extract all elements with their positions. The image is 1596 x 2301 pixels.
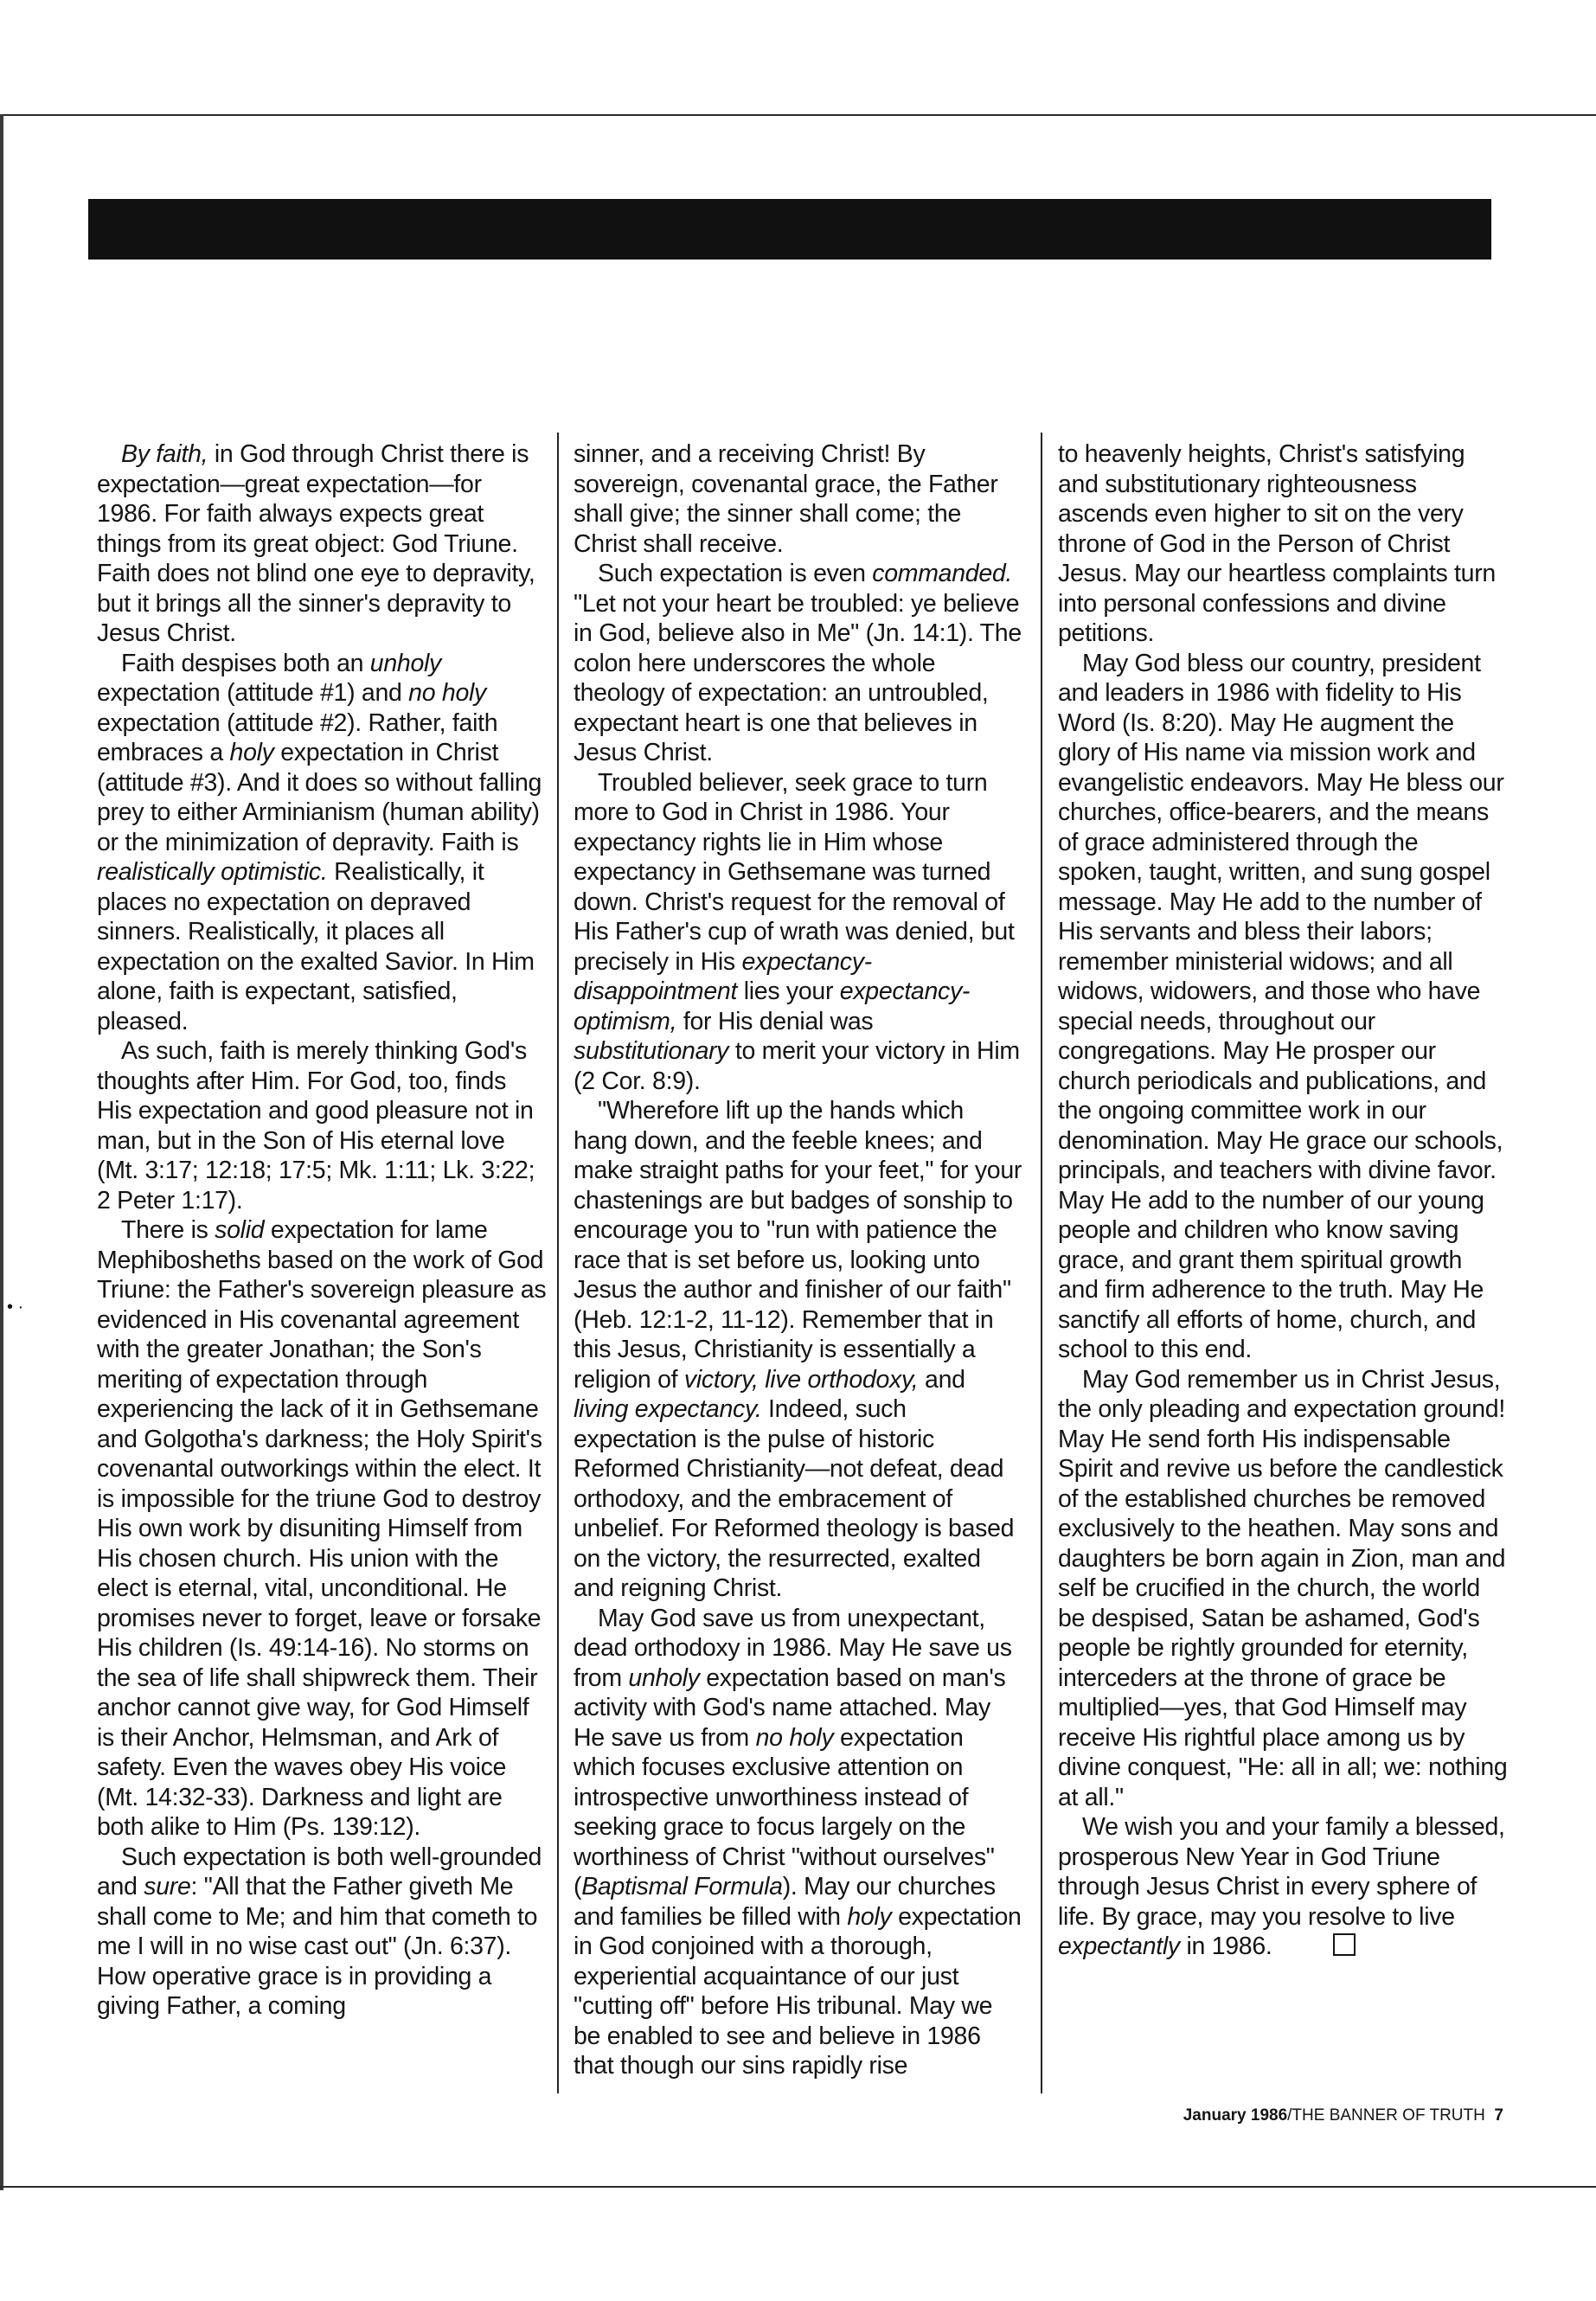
paragraph: Faith despises both an unholy expectation (attitude #1) and no holy expectation (attitude #2). Rather, faith embraces a holy expectation in Christ (attitude #3). And it does so without falling prey to either Arminianism (human ability) or the minimization of depravity. Faith is realistically optimistic. Realistically, it places no expectation on depraved sinners. Realistically, it places all expectation on the exalted Savior. In Him alone, faith is expectant, satisfied, pleased. xyxy=(97,649,542,1035)
end-of-article-box xyxy=(1333,1933,1356,1956)
page-edge-left xyxy=(0,114,3,2190)
article-column-2 xyxy=(574,439,1023,2081)
article-column-1 xyxy=(97,439,547,2022)
stray-mark: • · xyxy=(7,1298,24,1317)
page-edge-top xyxy=(0,114,1596,116)
footer-issue: January 1986 xyxy=(1183,2106,1288,2125)
article-column-3 xyxy=(1058,439,1508,1962)
column-rule xyxy=(1041,433,1042,2093)
paragraph: Troubled believer, seek grace to turn more to God in Christ in 1986. Your expectancy rights lie in Him whose expectancy in Gethsemane was turned down. Christ's request for the removal of His Father's cup of wrath was denied, but precisely in His expectancy-disappointment lies your expectancy-optimism, for His denial was substitutionary to merit your victory in Him (2 Cor. 8:9). xyxy=(574,768,1020,1095)
paragraph: There is solid expectation for lame Mephibosheths based on the work of God Triune: the Father's sovereign pleasure as evidenced in His covenantal agreement with the greater Jonathan; the Son's meriting of expectation through experiencing the lack of it in Gethsemane and Golgotha's darkness; the Holy Spirit's covenantal outworkings within the elect. It is impossible for the triune God to destroy His own work by disuniting Himself from His chosen church. His union with the elect is eternal, vital, unconditional. He promises never to forget, leave or forsake His children (Is. 49:14-16). No storms on the sea of life shall shipwreck them. Their anchor cannot give way, for God Himself is their Anchor, Helmsman, and Ark of safety. Even the waves obey His voice (Mt. 14:32-33). Darkness and light are both alike to Him (Ps. 139:12). xyxy=(97,1216,547,1841)
paragraph: May God bless our country, president and leaders in 1986 with fidelity to His Word (Is. 8:20). May He augment the glory of His name via mission work and evangelistic endeavors. May He bless our churches, office-bearers, and the means of grace administered through the spoken, taught, written, and sung gospel message. May He add to the number of His servants and bless their labors; remember ministerial widows; and all widows, widowers, and those who have special needs, throughout our congregations. May He prosper our church periodicals and publications, and the ongoing committee work in our denomination. May He grace our schools, principals, and teachers with divine favor. May He add to the number of our young people and children who know saving grace, and grant them spiritual growth and firm adherence to the truth. May He sanctify all efforts of home, church, and school to this end. xyxy=(1058,649,1504,1363)
paragraph: Such expectation is even commanded. "Let not your heart be troubled: ye believe in God, believe also in Me" (Jn. 14:1). The colon here underscores the whole theology of expectation: an untroubled, expectant heart is one that believes in Jesus Christ. xyxy=(574,560,1022,766)
paragraph: May God remember us in Christ Jesus, the only pleading and expectation ground! May He send forth His indispensable Spirit and revive us before the candlestick of the established churches be removed exclusively to the heathen. May sons and daughters be born again in Zion, man and self be crucified in the church, the world be despised, Satan be ashamed, God's people be rightly grounded for eternity, interceders at the throne of grace be multiplied—yes, that God Himself may receive His rightful place among us by divine conquest, "He: all in all; we: nothing at all." xyxy=(1058,1365,1508,1811)
paragraph: Such expectation is both well-grounded and sure: "All that the Father giveth Me shall come to Me; and him that cometh to me I will in no wise cast out" (Jn. 6:37). How operative grace is in providing a giving Father, a coming xyxy=(97,1843,542,2020)
paragraph: sinner, and a receiving Christ! By sovereign, covenantal grace, the Father shall give; the sinner shall come; the Christ shall receive. xyxy=(574,440,998,558)
paragraph: to heavenly heights, Christ's satisfying and substitutionary righteousness ascends even higher to sit on the very throne of God in the Person of Christ Jesus. May our heartless complaints turn into personal confessions and divine petitions. xyxy=(1058,440,1496,647)
paragraph: As such, faith is merely thinking God's thoughts after Him. For God, too, finds His expectation and good pleasure not in man, but in the Son of His eternal love (Mt. 3:17; 12:18; 17:5; Mk. 1:11; Lk. 3:22; 2 Peter 1:17). xyxy=(97,1037,535,1215)
paragraph: By faith, in God through Christ there is expectation—great expectation—for 1986. For faith always expects great things from its great object: God Triune. Faith does not blind one eye to depravity, but it brings all the sinner's depravity to Jesus Christ. xyxy=(97,440,535,647)
paragraph: May God save us from unexpectant, dead orthodoxy in 1986. May He save us from unholy expectation based on man's activity with God's name attached. May He save us from no holy expectation which focuses exclusive attention on introspective unworthiness instead of seeking grace to focus largely on the worthiness of Christ "without ourselves" (Baptismal Formula). May our churches and families be filled with holy expectation in God conjoined with a thorough, experiential acquaintance of our just "cutting off" before His tribunal. May we be enabled to see and believe in 1986 that though our sins rapidly rise xyxy=(574,1604,1022,2080)
footer-separator: / xyxy=(1287,2106,1292,2125)
page-footer xyxy=(1038,2106,1503,2126)
page-edge-bottom xyxy=(0,2186,1596,2188)
paragraph: "Wherefore lift up the hands which hang down, and the feeble knees; and make straight paths for your feet," for your chastenings are but badges of sonship to encourage you to "run with patience the race that is set before us, looking unto Jesus the author and finisher of our faith" (Heb. 12:1-2, 11-12). Remember that in this Jesus, Christianity is essentially a religion of victory, live orthodoxy, and living expectancy. Indeed, such expectation is the pulse of historic Reformed Christianity—not defeat, dead orthodoxy, and the embracement of unbelief. For Reformed theology is based on the victory, the resurrected, exalted and reigning Christ. xyxy=(574,1097,1022,1602)
page-number: 7 xyxy=(1494,2106,1503,2125)
paragraph: We wish you and your family a blessed, prosperous New Year in God Triune through Jesus Christ in every sphere of life. By grace, may you resolve to live expectantly in 1986. xyxy=(1058,1813,1505,1960)
column-rule xyxy=(557,433,559,2093)
header-bar xyxy=(88,199,1491,260)
footer-publication: THE BANNER OF TRUTH xyxy=(1292,2106,1485,2125)
